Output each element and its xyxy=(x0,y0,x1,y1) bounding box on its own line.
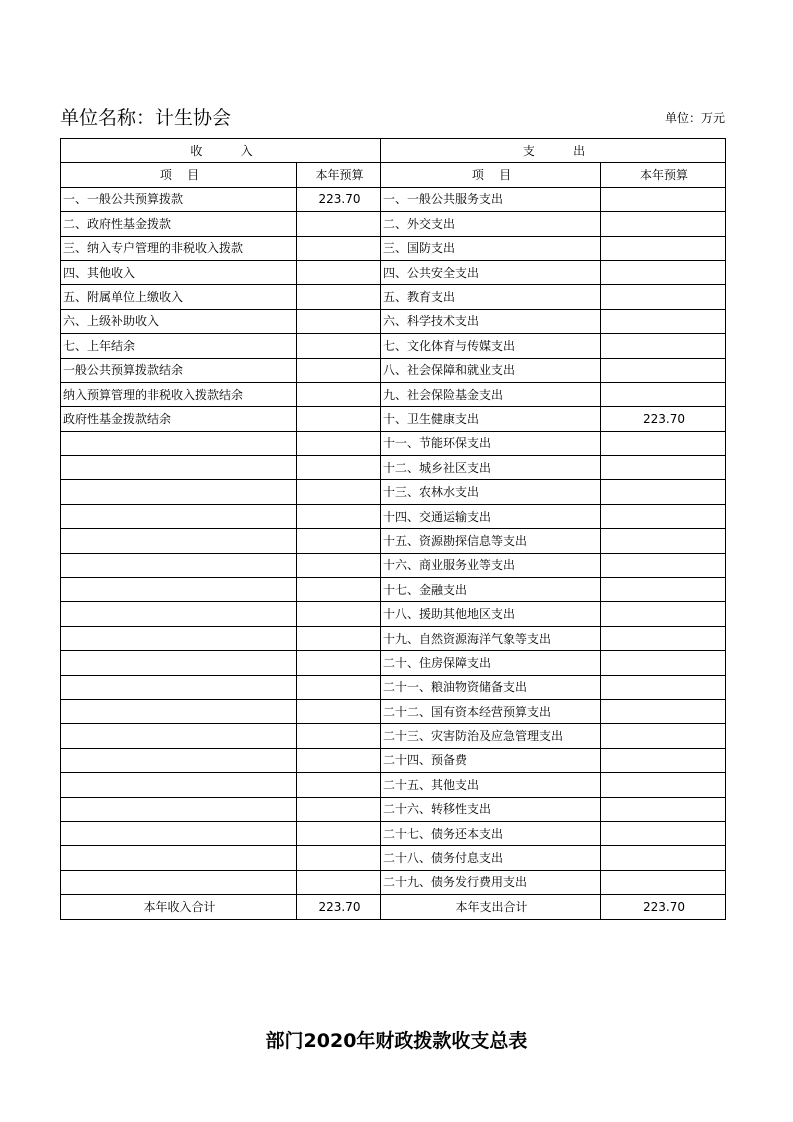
income-item-cell: 七、上年结余 xyxy=(61,334,297,358)
income-amount-cell xyxy=(297,285,381,309)
income-item-cell xyxy=(61,870,297,894)
expense-item-header: 项 目 xyxy=(381,163,601,187)
section-header-row xyxy=(61,139,726,163)
income-amount-cell xyxy=(297,578,381,602)
expense-amount-cell xyxy=(601,578,726,602)
income-amount-cell xyxy=(297,724,381,748)
expense-item-cell: 二十五、其他支出 xyxy=(381,773,601,797)
income-budget-header: 本年预算 xyxy=(297,163,381,187)
income-item-cell xyxy=(61,724,297,748)
expense-amount-cell xyxy=(601,821,726,845)
table-row xyxy=(61,748,726,772)
expense-amount-cell xyxy=(601,358,726,382)
expense-amount-cell xyxy=(601,309,726,333)
table-row xyxy=(61,626,726,650)
table-row xyxy=(61,870,726,894)
expense-item-cell: 五、教育支出 xyxy=(381,285,601,309)
table-row xyxy=(61,529,726,553)
expense-item-cell: 十八、援助其他地区支出 xyxy=(381,602,601,626)
income-item-cell xyxy=(61,846,297,870)
table-row xyxy=(61,480,726,504)
income-item-cell: 三、纳入专户管理的非税收入拨款 xyxy=(61,236,297,260)
table-row xyxy=(61,456,726,480)
table-row xyxy=(61,773,726,797)
table-row xyxy=(61,797,726,821)
expense-amount-cell xyxy=(601,529,726,553)
table-row xyxy=(61,675,726,699)
expense-amount-cell xyxy=(601,724,726,748)
income-amount-cell xyxy=(297,699,381,723)
table-row xyxy=(61,504,726,528)
expense-item-cell: 七、文化体育与传媒支出 xyxy=(381,334,601,358)
expense-amount-cell xyxy=(601,285,726,309)
table-row xyxy=(61,187,726,211)
income-item-cell xyxy=(61,773,297,797)
income-item-cell: 一、一般公共预算拨款 xyxy=(61,187,297,211)
expense-amount-cell xyxy=(601,797,726,821)
expense-item-cell: 十四、交通运输支出 xyxy=(381,504,601,528)
total-income-amount: 223.70 xyxy=(297,895,381,919)
income-item-cell: 六、上级补助收入 xyxy=(61,309,297,333)
expense-item-cell: 四、公共安全支出 xyxy=(381,260,601,284)
expense-item-cell: 二十九、债务发行费用支出 xyxy=(381,870,601,894)
table-row xyxy=(61,578,726,602)
table-row xyxy=(61,699,726,723)
budget-table xyxy=(60,138,726,920)
total-income-label: 本年收入合计 xyxy=(61,895,297,919)
document-title: 部门2020年财政拨款收支总表 xyxy=(265,1030,528,1052)
table-row xyxy=(61,846,726,870)
income-amount-cell xyxy=(297,358,381,382)
expense-item-cell: 十二、城乡社区支出 xyxy=(381,456,601,480)
expense-amount-cell xyxy=(601,187,726,211)
income-amount-cell: 223.70 xyxy=(297,187,381,211)
unit-name: 单位名称：计生协会 xyxy=(60,107,232,129)
income-amount-cell xyxy=(297,260,381,284)
expense-amount-cell xyxy=(601,602,726,626)
table-row xyxy=(61,285,726,309)
income-item-cell: 四、其他收入 xyxy=(61,260,297,284)
expense-amount-cell xyxy=(601,846,726,870)
income-amount-cell xyxy=(297,334,381,358)
income-amount-cell xyxy=(297,651,381,675)
total-row xyxy=(61,895,726,919)
income-item-cell xyxy=(61,699,297,723)
income-item-cell xyxy=(61,504,297,528)
expense-item-cell: 十三、农林水支出 xyxy=(381,480,601,504)
expense-item-cell: 十六、商业服务业等支出 xyxy=(381,553,601,577)
income-item-cell xyxy=(61,602,297,626)
income-amount-cell xyxy=(297,626,381,650)
expense-item-cell: 六、科学技术支出 xyxy=(381,309,601,333)
table-row xyxy=(61,724,726,748)
income-section-title: 收 入 xyxy=(61,139,381,163)
expense-amount-cell xyxy=(601,334,726,358)
income-amount-cell xyxy=(297,456,381,480)
income-amount-cell xyxy=(297,821,381,845)
income-amount-cell xyxy=(297,212,381,236)
income-item-cell xyxy=(61,578,297,602)
expense-budget-header: 本年预算 xyxy=(601,163,726,187)
income-amount-cell xyxy=(297,870,381,894)
income-item-header: 项 目 xyxy=(61,163,297,187)
income-amount-cell xyxy=(297,797,381,821)
expense-amount-cell xyxy=(601,260,726,284)
income-item-cell: 五、附属单位上缴收入 xyxy=(61,285,297,309)
expense-amount-cell xyxy=(601,553,726,577)
expense-item-cell: 十、卫生健康支出 xyxy=(381,407,601,431)
expense-item-cell: 二十一、粮油物资储备支出 xyxy=(381,675,601,699)
income-amount-cell xyxy=(297,846,381,870)
income-amount-cell xyxy=(297,773,381,797)
table-row xyxy=(61,260,726,284)
expense-item-cell: 二十七、债务还本支出 xyxy=(381,821,601,845)
expense-item-cell: 二十二、国有资本经营预算支出 xyxy=(381,699,601,723)
expense-item-cell: 八、社会保障和就业支出 xyxy=(381,358,601,382)
expense-amount-cell xyxy=(601,382,726,406)
table-row xyxy=(61,382,726,406)
expense-amount-cell xyxy=(601,675,726,699)
income-item-cell: 二、政府性基金拨款 xyxy=(61,212,297,236)
total-expense-amount: 223.70 xyxy=(601,895,726,919)
income-item-cell xyxy=(61,651,297,675)
expense-item-cell: 十七、金融支出 xyxy=(381,578,601,602)
income-item-cell xyxy=(61,821,297,845)
table-row xyxy=(61,553,726,577)
income-amount-cell xyxy=(297,309,381,333)
income-item-cell xyxy=(61,626,297,650)
income-item-cell xyxy=(61,748,297,772)
table-row xyxy=(61,212,726,236)
income-item-cell: 一般公共预算拨款结余 xyxy=(61,358,297,382)
table-row xyxy=(61,431,726,455)
income-amount-cell xyxy=(297,748,381,772)
income-amount-cell xyxy=(297,529,381,553)
expense-amount-cell xyxy=(601,748,726,772)
expense-amount-cell xyxy=(601,626,726,650)
expense-item-cell: 二十四、预备费 xyxy=(381,748,601,772)
table-row xyxy=(61,407,726,431)
budget-table-body xyxy=(61,139,726,920)
expense-item-cell: 二十八、债务付息支出 xyxy=(381,846,601,870)
table-row xyxy=(61,358,726,382)
expense-item-cell: 二、外交支出 xyxy=(381,212,601,236)
expense-item-cell: 十五、资源勘探信息等支出 xyxy=(381,529,601,553)
income-item-cell: 纳入预算管理的非税收入拨款结余 xyxy=(61,382,297,406)
income-amount-cell xyxy=(297,675,381,699)
expense-item-cell: 一、一般公共服务支出 xyxy=(381,187,601,211)
income-amount-cell xyxy=(297,480,381,504)
income-item-cell xyxy=(61,553,297,577)
unit-label: 单位：万元 xyxy=(664,111,725,125)
expense-amount-cell xyxy=(601,456,726,480)
income-item-cell xyxy=(61,431,297,455)
expense-amount-cell xyxy=(601,699,726,723)
income-item-cell xyxy=(61,675,297,699)
income-amount-cell xyxy=(297,236,381,260)
table-row xyxy=(61,602,726,626)
expense-item-cell: 十一、节能环保支出 xyxy=(381,431,601,455)
income-amount-cell xyxy=(297,382,381,406)
expense-item-cell: 二十、住房保障支出 xyxy=(381,651,601,675)
expense-amount-cell xyxy=(601,870,726,894)
expense-amount-cell xyxy=(601,431,726,455)
column-header-row xyxy=(61,163,726,187)
income-item-cell xyxy=(61,797,297,821)
income-amount-cell xyxy=(297,407,381,431)
total-expense-label: 本年支出合计 xyxy=(381,895,601,919)
table-row xyxy=(61,821,726,845)
income-amount-cell xyxy=(297,504,381,528)
expense-item-cell: 二十六、转移性支出 xyxy=(381,797,601,821)
expense-amount-cell xyxy=(601,236,726,260)
income-item-cell xyxy=(61,480,297,504)
income-amount-cell xyxy=(297,553,381,577)
table-row xyxy=(61,334,726,358)
expense-item-cell: 三、国防支出 xyxy=(381,236,601,260)
income-item-cell: 政府性基金拨款结余 xyxy=(61,407,297,431)
income-item-cell xyxy=(61,529,297,553)
income-amount-cell xyxy=(297,602,381,626)
expense-item-cell: 二十三、灾害防治及应急管理支出 xyxy=(381,724,601,748)
expense-item-cell: 九、社会保险基金支出 xyxy=(381,382,601,406)
expense-section-title: 支 出 xyxy=(381,139,726,163)
expense-amount-cell: 223.70 xyxy=(601,407,726,431)
table-row xyxy=(61,651,726,675)
expense-amount-cell xyxy=(601,480,726,504)
income-amount-cell xyxy=(297,431,381,455)
expense-amount-cell xyxy=(601,212,726,236)
expense-amount-cell xyxy=(601,773,726,797)
expense-amount-cell xyxy=(601,504,726,528)
expense-item-cell: 十九、自然资源海洋气象等支出 xyxy=(381,626,601,650)
income-item-cell xyxy=(61,456,297,480)
table-row xyxy=(61,309,726,333)
table-row xyxy=(61,236,726,260)
expense-amount-cell xyxy=(601,651,726,675)
